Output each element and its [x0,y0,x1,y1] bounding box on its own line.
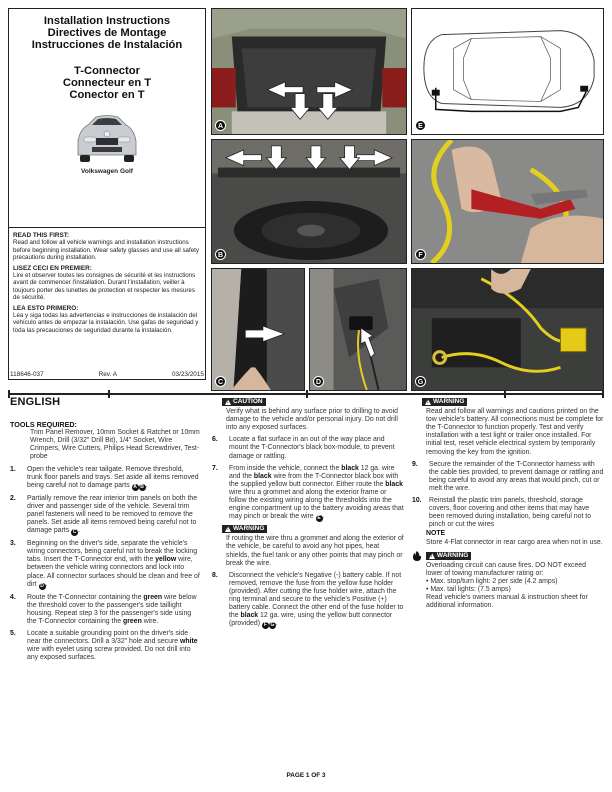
photo-c [211,268,305,391]
read-first-es-head: LEA ESTO PRIMERO: [13,304,79,312]
revision: Rev. A [98,371,117,378]
tools-list: Trim Panel Remover, 10mm Socket & Ratchet or 10mm Wrench, Drill (3/32" Drill Bit), 1/4" Socket, Wire Crimpers, Wire Cutters, Philips Head Screwdriver, Test-probe [30,429,200,461]
product-es: Conector en T [69,89,145,101]
photo-a-label: A [215,120,226,131]
step-4: 4. Route the T-Connector containing the green wire below the threshold cover to the passenger's side taillight housing. Repeat step 3 for the passenger's side using the T-Connector containing the green wire. [10,593,197,625]
section-divider [8,393,604,395]
step-1: 1. Open the vehicle's rear tailgate. Remove threshold, trunk floor panels and trays. Set aside all items removed being careful not to damage parts A B . [10,465,199,490]
photo-e-label: E [415,120,426,131]
warning-2-text: Read and follow all warnings and cautions printed on the tow vehicle's battery. All connections must be complete for the T-Connector to function properly. Test and verify installation with a test light or trailer once installed. For initial test, reset vehicle electrical system by temporarily removing the key from the ignition. [426,408,604,456]
step-10: 10. Reinstall the plastic trim panels, threshold, storage covers, floor covering and other items that may have been removed during installation, being careful not to pinch or cut the wires [412,497,592,529]
step-8: 8. Disconnect the vehicle's Negative (-) battery cable. If not removed, remove the fuse from the yellow fuse holder (provided). After cutting the fuse holder wire, attach the ring terminal and secure to the vehicle's Positive (+) battery cable. Connect the other end of the fuse holder to the black 12 ga. wire, using the yellow butt connector (provided) F G . [212,571,404,629]
read-first-en-body: Read and follow all vehicle warnings and installation instructions before beginning installation. Wear safety glasses and use all safety precautions during installation. [13,239,199,262]
photo-f-label: F [415,249,426,260]
photo-e-diagram [411,8,604,135]
step-9: 9. Secure the remainder of the T-Connector harness with the cable ties provided, to prevent damage or rattling and being careful to avoid any areas that would pinch, cut or melt the wire. [412,460,604,492]
warning-triangle-icon [425,399,431,405]
step-7: 7. From inside the vehicle, connect the black 12 ga. wire and the black wire from the T-Connector black box with the supplied yellow butt connector. Either route the black wire thru a grommet and along the exterior frame or follow the existing wiring along the thresholds into the engine compartment up to the battery avoiding areas that may pinch or break the wire E . [212,464,404,522]
vehicle-image [68,111,146,165]
fire-icon [412,551,422,561]
title-es: Instrucciones de Instalación [31,39,183,51]
title-en: Installation Instructions [43,15,171,27]
read-first-fr-body: Lire et observer toutes les consignes de sécurité et les instructions avant de commencer l'installation. Durant l'installation, veiller à toujours porter des lunettes de protection et respecter les mesures de sécurité. [13,272,196,302]
page-number: PAGE 1 OF 3 [286,772,326,779]
warning-badge-1: ! WARNING [222,525,267,533]
caution-badge: ! CAUTION [222,398,266,406]
product-fr: Connecteur en T [62,77,152,89]
step-3: 3. Beginning on the driver's side, separate the vehicle's wiring connectors, being careful not to break the locking tabs. Insert the T-Connector end, with the yellow wire, between the vehicle wiring connectors and lock into place. All connector surfaces should be clean and free of dirt D . [10,540,200,589]
bullet-tail: • Max. tail lights: (7.5 amps) [426,585,511,593]
vehicle-label: Volkswagen Golf [81,168,133,175]
ref-g: G [270,622,275,629]
tools-heading: TOOLS REQUIRED: [10,420,77,430]
photo-b [211,139,407,264]
warning-triangle-icon [429,553,435,559]
bullet-stop-turn: • Max. stop/turn light: 2 per side (4.2 amps) [426,577,558,585]
read-first-box [8,228,206,380]
column-2 [212,398,404,629]
photo-g-label: G [415,376,426,387]
photo-d [309,268,407,391]
photo-b-label: B [215,249,226,260]
ref-c: C [72,529,77,536]
photo-d-label: D [313,376,324,387]
warning-badge-3: ! WARNING [426,552,471,560]
document-meta [8,371,206,378]
note-text: Store 4-Flat connector in rear cargo area when not in use. [426,538,603,546]
product-en: T-Connector [74,65,140,77]
ref-e: E [317,515,321,522]
step-5: 5. Locate a suitable grounding point on the driver's side near the connectors. Drill a 3/32" hole and secure white wire with eyelet using screw provided. Do not drill into any exposed surfaces. [10,629,198,662]
photo-c-label: C [215,376,226,387]
doc-date: 03/23/2015 [171,371,204,378]
read-first-fr-head: LISEZ CECI EN PREMIER: [13,264,92,272]
read-first-es-body: Lea y siga todas las advertencias e instrucciones de instalación del vehículo antes de empezar la instalación. Use gafas de seguridad y toda las precauciones de seguridad durante la instalación. [13,312,199,334]
warning-triangle-icon [225,399,231,405]
ref-a: A [133,483,137,490]
note-heading: NOTE [426,530,446,538]
ref-b: B [140,483,144,490]
ref-d: D [40,582,44,589]
step-2: 2. Partially remove the rear interior trim panels on both the driver and passenger side of the vehicle. Several trim panel fasteners will need to be removed to remove the panels. Set aside all items removed being careful not to damage parts C . [10,494,198,536]
ref-f: F [263,622,267,629]
caution-text: Verify what is behind any surface prior to drilling to avoid damage to the vehicle and/or personal injury. Do not drill into any exposed surfaces. [226,408,398,432]
column-3 [412,398,604,610]
column-1 [10,398,200,662]
warning-1-text: If routing the wire thru a grommet and along the exterior of the vehicle, be careful to avoid any hot pipes, heat shields, the fuel tank or any other points that may pinch or break the wire. [226,535,404,567]
read-first-en-head: READ THIS FIRST: [13,232,70,239]
header-panel [8,8,206,386]
photo-a [211,8,407,135]
title-fr: Directives de Montage [47,27,167,39]
photo-g [411,268,604,391]
warning-triangle-icon [225,526,231,532]
part-number: 118646-037 [10,371,44,378]
photo-f [411,139,604,264]
title-box [8,8,206,228]
step-6: 6. Locate a flat surface in an out of the way place and mount the T-Connector's black box-module, to prevent damage or rattling. [212,436,395,460]
warning-3-tail: Read vehicle's owners manual & instruction sheet for additional information. [426,594,588,610]
language-heading: ENGLISH [10,396,61,408]
warning-3-text: Overloading circuit can cause fires. DO NOT exceed lower of towing manufacturer rating or: [426,561,586,577]
warning-badge-2: ! WARNING [422,398,467,406]
